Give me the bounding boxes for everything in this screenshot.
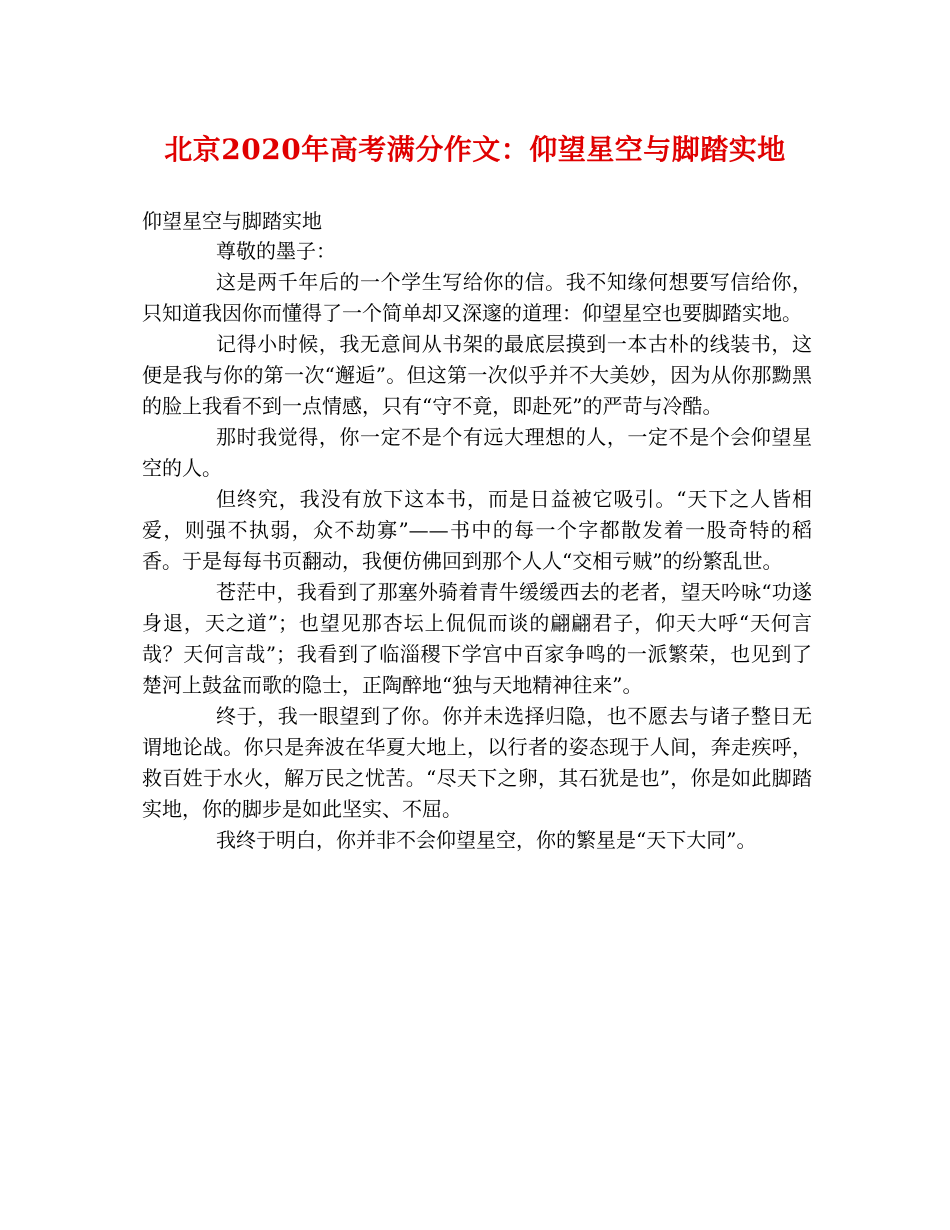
paragraph: 苍茫中，我看到了那塞外骑着青牛缓缓西去的老者，望天吟咏“功遂身退，天之道”；也望见那杏坛上侃侃而谈的翩翩君子，仰天大呼“天何言哉？天何言哉”；我看到了临淄稷下学宫中百家争鸣的一派繁荣，也见到了楚河上鼓盆而歌的隐士，正陶醉地“独与天地精神往来”。 <box>142 580 812 697</box>
document-title: 北京2020年高考满分作文：仰望星空与脚踏实地 <box>164 133 786 166</box>
paragraph: 我终于明白，你并非不会仰望星空，你的繁星是“天下大同”。 <box>216 828 757 852</box>
essay-title: 仰望星空与脚踏实地 <box>142 209 322 233</box>
paragraph: 终于，我一眼望到了你。你并未选择归隐，也不愿去与诸子整日无谓地论战。你只是奔波在华夏大地上，以行者的姿态现于人间，奔走疾呼，救百姓于水火，解万民之忧苦。“尽天下之卵，其石犹是也”，你是如此脚踏实地，你的脚步是如此坚实、不屈。 <box>142 704 812 821</box>
paragraph: 但终究，我没有放下这本书，而是日益被它吸引。“天下之人皆相爱，则强不执弱，众不劫寡”——书中的每一个字都散发着一股奇特的稻香。于是每每书页翻动，我便仿佛回到那个人人“交相亏贼”的纷繁乱世。 <box>142 487 812 573</box>
paragraph: 记得小时候，我无意间从书架的最底层摸到一本古朴的线装书，这便是我与你的第一次“邂逅”。但这第一次似乎并不大美妙，因为从你那黝黑的脸上我看不到一点情感，只有“守不竟，即赴死”的严苛与冷酷。 <box>142 332 812 418</box>
paragraph-salutation: 尊敬的墨子： <box>216 239 336 263</box>
essay-body <box>142 236 812 856</box>
paragraph: 那时我觉得，你一定不是个有远大理想的人，一定不是个会仰望星空的人。 <box>142 425 812 480</box>
paragraph: 这是两千年后的一个学生写给你的信。我不知缘何想要写信给你，只知道我因你而懂得了一个简单却又深邃的道理：仰望星空也要脚踏实地。 <box>142 270 812 325</box>
